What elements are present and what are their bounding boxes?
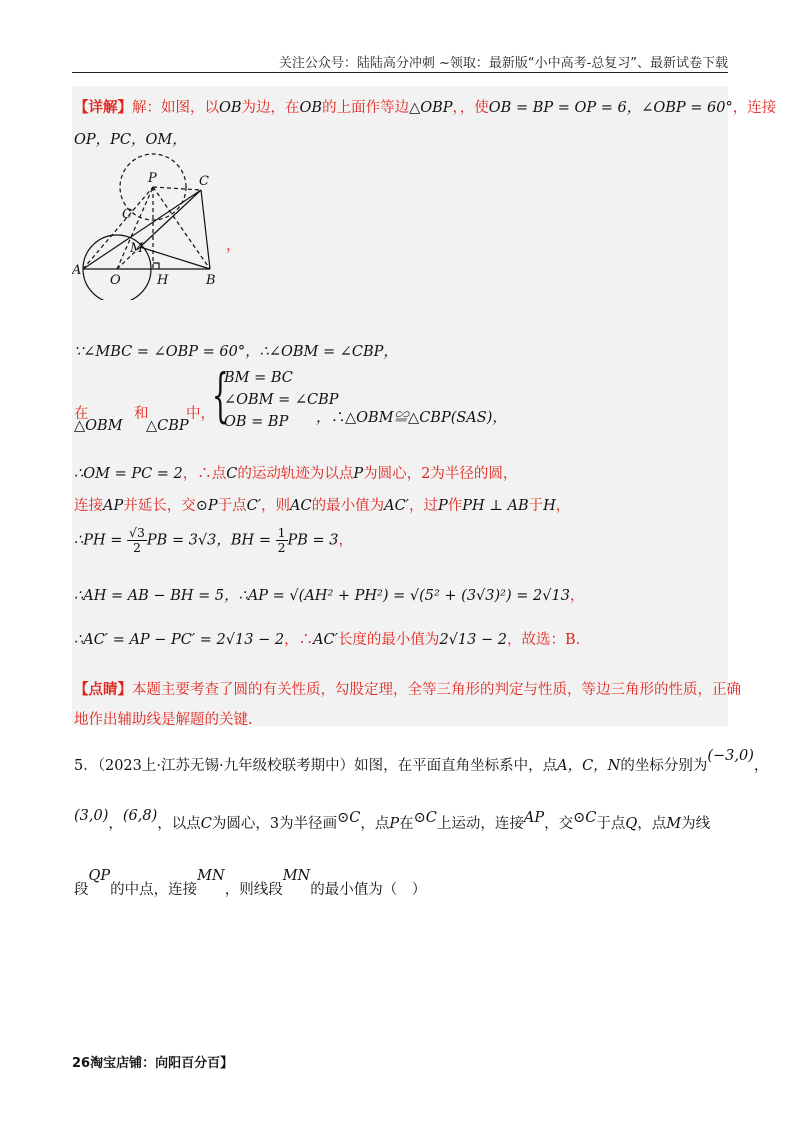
page-number: 26 bbox=[72, 1056, 91, 1071]
label-b: B bbox=[206, 273, 216, 288]
in-label: 在 bbox=[74, 406, 89, 422]
label-m: M bbox=[130, 241, 144, 256]
and-label: 和 bbox=[134, 406, 149, 422]
page-header: 关注公众号：陆陆高分冲刺 ~领取：最新版“小中高考-总复习”、最新试卷下载 bbox=[278, 56, 728, 71]
label-c: C bbox=[199, 174, 209, 189]
comment-line-1: 【点睛】本题主要考查了圆的有关性质，勾股定理，全等三角形的判定与性质，等边三角形的性质，正确 bbox=[74, 681, 741, 698]
header-divider bbox=[72, 72, 728, 73]
congruence-result: ，∴△OBM≌△CBP(SAS)， bbox=[316, 410, 507, 426]
tri-cbp: △CBP bbox=[146, 418, 189, 434]
tri-obm: △OBM bbox=[74, 418, 123, 434]
segment-op bbox=[117, 187, 153, 269]
problem5-line-3: 段QP的中点，连接MN，则线段MN的最小值为（ ） bbox=[74, 868, 427, 898]
segment-cm bbox=[140, 190, 201, 247]
footer-store-text: 淘宝店铺：向阳百分百】 bbox=[90, 1056, 234, 1071]
problem5-line-2: (3,0)，(6,8)，以点C为圆心，3为半径画⊙C，点P在⊙C上运动，连接AP，交⊙C于点Q，点M为线 bbox=[74, 808, 711, 832]
step-ap-length: ∴AH = AB − BH = 5，∴AP = √(AH² + PH²) = √(5² + (3√3)²) = 2√13， bbox=[74, 588, 585, 604]
problem5-line-1: 5．（2023上·江苏无锡·九年级校联考期中）如图，在平面直角坐标系中，点A，C，N的坐标分别为(−3,0)， bbox=[74, 748, 769, 774]
label-h: H bbox=[157, 273, 169, 288]
segment-pc bbox=[153, 187, 201, 190]
right-angle-mark bbox=[153, 263, 159, 269]
label-c-prime: C′ bbox=[122, 207, 135, 222]
label-o: O bbox=[110, 273, 121, 288]
fraction-sqrt3-over-2: $\frac{√3}{2}$ bbox=[129, 525, 145, 555]
system-brace: { bbox=[212, 361, 229, 429]
step-locus: ∴OM = PC = 2，∴点C的运动轨迹为以点P为圆心，2为半径的圆， bbox=[74, 466, 518, 482]
comment-line-2: 地作出辅助线是解题的关键. bbox=[74, 712, 253, 728]
figure-comma: ， bbox=[226, 238, 241, 254]
system-eq-3: OB = BP bbox=[224, 414, 289, 430]
label-p: P bbox=[148, 171, 157, 186]
system-eq-1: BM = BC bbox=[224, 370, 293, 386]
in-label-mid: 中， bbox=[186, 406, 215, 422]
solution-intro-line-2: OP，PC，OM， bbox=[74, 132, 187, 148]
solution-intro-line: 【详解】解：如图，以OB为边，在OB的上面作等边△OBP，，使OB = BP = OP = 6，∠OBP = 60°，连接 bbox=[74, 99, 777, 116]
segment-ac bbox=[83, 190, 201, 269]
page-footer bbox=[72, 1052, 233, 1071]
segment-pb bbox=[153, 187, 210, 269]
geometry-figure bbox=[72, 152, 252, 300]
label-a: A bbox=[72, 263, 82, 278]
comment-tag: 【点睛】 bbox=[74, 681, 132, 698]
system-eq-2: ∠OBM = ∠CBP bbox=[224, 392, 339, 408]
step-ph-bh: ∴PH = $\frac{√3}{2}$ PB = 3√3，BH = $\frac{1}{2}$ PB = 3， bbox=[74, 525, 354, 555]
detail-tag: 【详解】 bbox=[74, 99, 132, 116]
step-conclusion: ∴AC′ = AP − PC′ = 2√13 − 2，∴AC′长度的最小值为2√13 − 2，故选：B. bbox=[74, 632, 581, 648]
step-angle-equality: ∵∠MBC = ∠OBP = 60°，∴∠OBM = ∠CBP， bbox=[74, 344, 398, 360]
step-construction: 连接AP并延长，交⊙P于点C′，则AC的最小值为AC′，过P作PH ⊥ AB于H， bbox=[74, 498, 571, 514]
fraction-one-half: $\frac{1}{2}$ bbox=[277, 525, 286, 555]
segment-ap bbox=[83, 187, 153, 269]
